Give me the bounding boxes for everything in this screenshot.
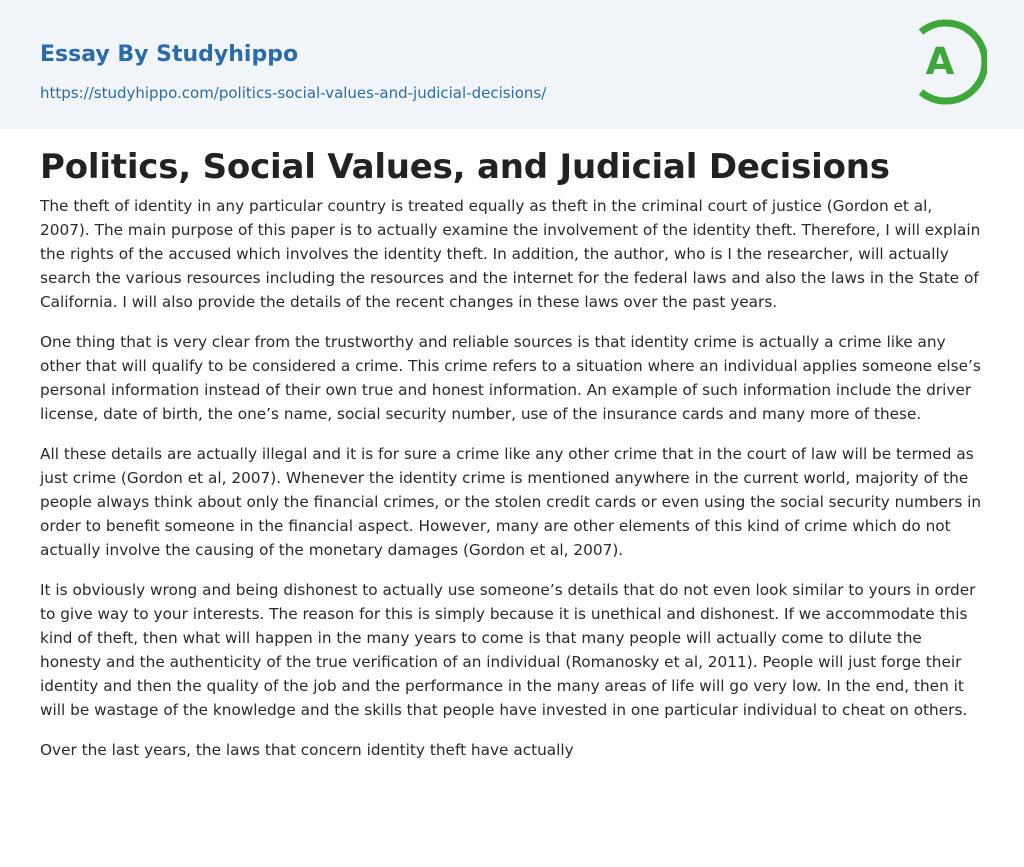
logo-a-icon (913, 19, 987, 105)
essay-paragraph: All these details are actually illegal and it is for sure a crime like any other crime that in the court of law will be termed as just crime (Gordon et al, 2007). Whenever the identity crime is mentioned anywhere in the current world, majority of the people always think about only the financial crimes, or the stolen credit cards or even using the social security numbers in order to benefit someone in the financial aspect. However, many are other elements of this kind of crime which do not actually involve the causing of the monetary damages (Gordon et al, 2007). (40, 445, 982, 559)
essay-url-link[interactable]: https://studyhippo.com/politics-social-values-and-judicial-decisions/ (40, 84, 547, 102)
logo-letter: A (925, 40, 955, 83)
essay-paragraph: Over the last years, the laws that concern identity theft have actually (40, 741, 574, 759)
site-brand[interactable]: Essay By Studyhippo (40, 42, 299, 67)
essay-body (40, 194, 984, 778)
essay-paragraph: One thing that is very clear from the trustworthy and reliable sources is that identity crime is actually a crime like any other that will qualify to be considered a crime. This crime refers to a situation where an individual applies someone else’s personal information instead of their own true and honest information. An example of such information include the driver license, date of birth, the one’s name, social security number, use of the insurance cards and many more of these. (40, 333, 981, 423)
essay-paragraph: The theft of identity in any particular country is treated equally as theft in the criminal court of justice (Gordon et al, 2007). The main purpose of this paper is to actually examine the involvement of the identity theft. Therefore, I will explain the rights of the accused which involves the identity theft. In addition, the author, who is I the researcher, will actually search the various resources including the resources and the internet for the federal laws and also the laws in the State of California. I will also provide the details of the recent changes in these laws over the past years. (40, 197, 981, 311)
essay-title: Politics, Social Values, and Judicial Decisions (40, 147, 890, 187)
studyhippo-logo[interactable] (913, 19, 987, 105)
essay-paragraph: It is obviously wrong and being dishonest to actually use someone’s details that do not even look similar to yours in order to give way to your interests. The reason for this is simply because it is unethical and dishonest. If we accommodate this kind of theft, then what will happen in the many years to come is that many people will actually come to dilute the honesty and the authenticity of the true verification of an individual (Romanosky et al, 2011). People will just forge their identity and then the quality of the job and the performance in the many areas of life will go very low. In the end, then it will be wastage of the knowledge and the skills that people have invested in one particular individual to cheat on others. (40, 581, 976, 719)
site-header (0, 0, 1024, 129)
